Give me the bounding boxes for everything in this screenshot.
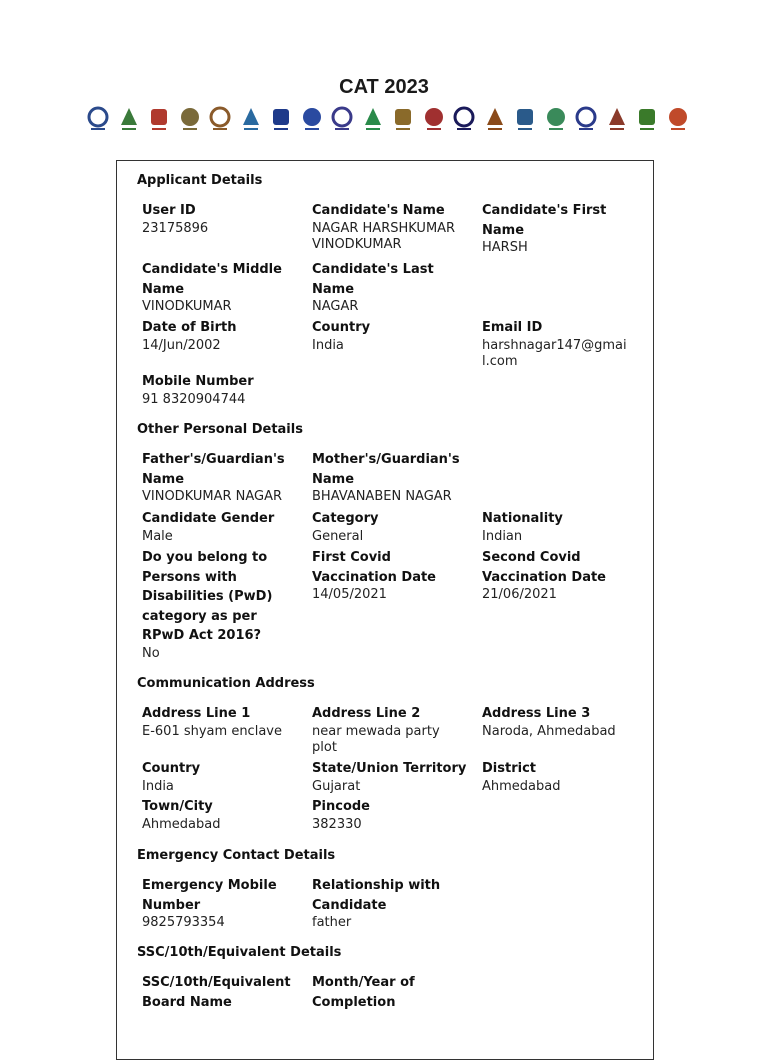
field-label: Candidate's Middle Name bbox=[142, 262, 282, 297]
iim-kozhikode-logo-icon bbox=[330, 105, 354, 131]
iim-indore-logo-icon bbox=[361, 105, 385, 131]
field-value: General bbox=[312, 528, 364, 544]
field-label: Nationality bbox=[482, 511, 563, 526]
field-date-of-birth bbox=[142, 318, 292, 354]
field-value: India bbox=[142, 778, 174, 794]
field-value: No bbox=[142, 645, 160, 661]
field-ssc-board-name bbox=[142, 973, 292, 1012]
section-communication-address: Communication Address bbox=[137, 676, 315, 691]
iim-visakhapatnam-logo-icon bbox=[666, 105, 690, 131]
field-label: Do you belong to Persons with Disabilities (PwD) category as per RPwD Act 2016? bbox=[142, 550, 273, 643]
field-pincode bbox=[312, 797, 462, 833]
section-ssc-details: SSC/10th/Equivalent Details bbox=[137, 945, 342, 960]
field-gender bbox=[142, 509, 292, 545]
emblem-logo-icon bbox=[208, 105, 232, 131]
field-candidate-name bbox=[312, 201, 462, 253]
field-label: Father's/Guardian's Name bbox=[142, 452, 285, 487]
field-label: Emergency Mobile Number bbox=[142, 878, 277, 913]
field-first-name bbox=[482, 201, 612, 256]
field-label: Candidate's First Name bbox=[482, 203, 607, 238]
field-value: Naroda, Ahmedabad bbox=[482, 723, 616, 739]
field-label: Mobile Number bbox=[142, 374, 254, 389]
section-emergency-contact-details: Emergency Contact Details bbox=[137, 848, 336, 863]
field-town-city bbox=[142, 797, 292, 833]
iim-kashipur-logo-icon bbox=[239, 105, 263, 131]
field-value: NAGAR HARSHKUMAR VINODKUMAR bbox=[312, 220, 456, 252]
field-value: India bbox=[312, 337, 344, 353]
section-other-personal-details: Other Personal Details bbox=[137, 422, 303, 437]
page-title: CAT 2023 bbox=[339, 76, 429, 98]
iim-sirmaur-logo-icon bbox=[574, 105, 598, 131]
field-value: 382330 bbox=[312, 816, 362, 832]
field-value: VINODKUMAR bbox=[142, 299, 232, 314]
iim-udaipur-logo-icon bbox=[635, 105, 659, 131]
section-applicant-details: Applicant Details bbox=[137, 173, 263, 188]
field-nationality bbox=[482, 509, 622, 545]
field-label: Candidate's Last Name bbox=[312, 262, 434, 297]
field-last-name bbox=[312, 260, 442, 315]
field-mobile-number bbox=[142, 372, 292, 408]
field-value: father bbox=[312, 915, 352, 930]
field-label: Address Line 2 bbox=[312, 706, 421, 721]
field-label: Country bbox=[312, 320, 371, 335]
field-value: harshnagar147@gmail.com bbox=[482, 337, 627, 369]
field-value: NAGAR bbox=[312, 299, 359, 314]
iim-shillong-logo-icon bbox=[605, 105, 629, 131]
field-value: near mewada party plot bbox=[312, 723, 440, 755]
field-middle-name bbox=[142, 260, 282, 315]
field-email-id bbox=[482, 318, 627, 370]
field-relationship bbox=[312, 876, 442, 931]
field-label: Country bbox=[142, 761, 201, 776]
field-label: District bbox=[482, 761, 536, 776]
field-label: Date of Birth bbox=[142, 320, 237, 335]
field-value: 23175896 bbox=[142, 220, 209, 236]
field-value: 91 8320904744 bbox=[142, 391, 246, 407]
field-second-covid-date bbox=[482, 548, 612, 603]
field-label: Month/Year of Completion bbox=[312, 975, 415, 1010]
field-state bbox=[312, 759, 472, 795]
iim-bangalore-logo-icon bbox=[300, 105, 324, 131]
field-pwd bbox=[142, 548, 277, 662]
field-label: Email ID bbox=[482, 320, 543, 335]
field-address-line-3 bbox=[482, 704, 632, 740]
field-value: Ahmedabad bbox=[482, 778, 561, 794]
field-address-country bbox=[142, 759, 292, 795]
field-label: Category bbox=[312, 511, 379, 526]
field-label: User ID bbox=[142, 203, 196, 218]
field-address-line-2 bbox=[312, 704, 452, 756]
iim-calcutta-logo-icon bbox=[147, 105, 171, 131]
iim-bodh-gaya-logo-icon bbox=[178, 105, 202, 131]
field-value: 21/06/2021 bbox=[482, 587, 557, 602]
field-value: HARSH bbox=[482, 240, 528, 255]
iim-jammu-logo-icon bbox=[269, 105, 293, 131]
field-value: Male bbox=[142, 528, 173, 544]
field-category bbox=[312, 509, 462, 545]
field-father-name bbox=[142, 450, 292, 505]
iim-trichy-logo-icon bbox=[544, 105, 568, 131]
field-label: Candidate's Name bbox=[312, 203, 445, 218]
field-label: Town/City bbox=[142, 799, 213, 814]
iim-nagpur-logo-icon bbox=[391, 105, 415, 131]
field-label: Second Covid Vaccination Date bbox=[482, 550, 606, 585]
iim-logo-icon bbox=[117, 105, 141, 131]
field-user-id bbox=[142, 201, 292, 237]
field-value: VINODKUMAR NAGAR bbox=[142, 489, 283, 504]
field-label: SSC/10th/Equivalent Board Name bbox=[142, 975, 291, 1010]
field-value: Ahmedabad bbox=[142, 816, 221, 832]
field-address-line-1 bbox=[142, 704, 292, 740]
iima-logo-icon bbox=[86, 105, 110, 131]
field-label: Candidate Gender bbox=[142, 511, 275, 526]
field-value: Gujarat bbox=[312, 778, 361, 794]
field-value: E-601 shyam enclave bbox=[142, 723, 282, 739]
field-label: First Covid Vaccination Date bbox=[312, 550, 436, 585]
field-label: State/Union Territory bbox=[312, 761, 467, 776]
field-label: Pincode bbox=[312, 799, 370, 814]
iim-ranchi-logo-icon bbox=[483, 105, 507, 131]
field-value: 9825793354 bbox=[142, 915, 225, 930]
institute-logos-strip bbox=[86, 103, 690, 133]
field-mother-name bbox=[312, 450, 462, 505]
field-emergency-mobile bbox=[142, 876, 282, 931]
field-value: BHAVANABEN NAGAR bbox=[312, 489, 452, 504]
field-district bbox=[482, 759, 632, 795]
field-value: Indian bbox=[482, 528, 523, 544]
iim-rohtak-logo-icon bbox=[513, 105, 537, 131]
field-first-covid-date bbox=[312, 548, 442, 603]
field-label: Address Line 3 bbox=[482, 706, 591, 721]
field-label: Relationship with Candidate bbox=[312, 878, 441, 913]
iim-lucknow-logo-icon bbox=[452, 105, 476, 131]
field-value: 14/05/2021 bbox=[312, 587, 387, 602]
iim-raipur-logo-icon bbox=[422, 105, 446, 131]
field-country bbox=[312, 318, 462, 354]
field-label: Address Line 1 bbox=[142, 706, 251, 721]
field-ssc-completion bbox=[312, 973, 442, 1012]
field-value: 14/Jun/2002 bbox=[142, 337, 221, 353]
field-label: Mother's/Guardian's Name bbox=[312, 452, 460, 487]
